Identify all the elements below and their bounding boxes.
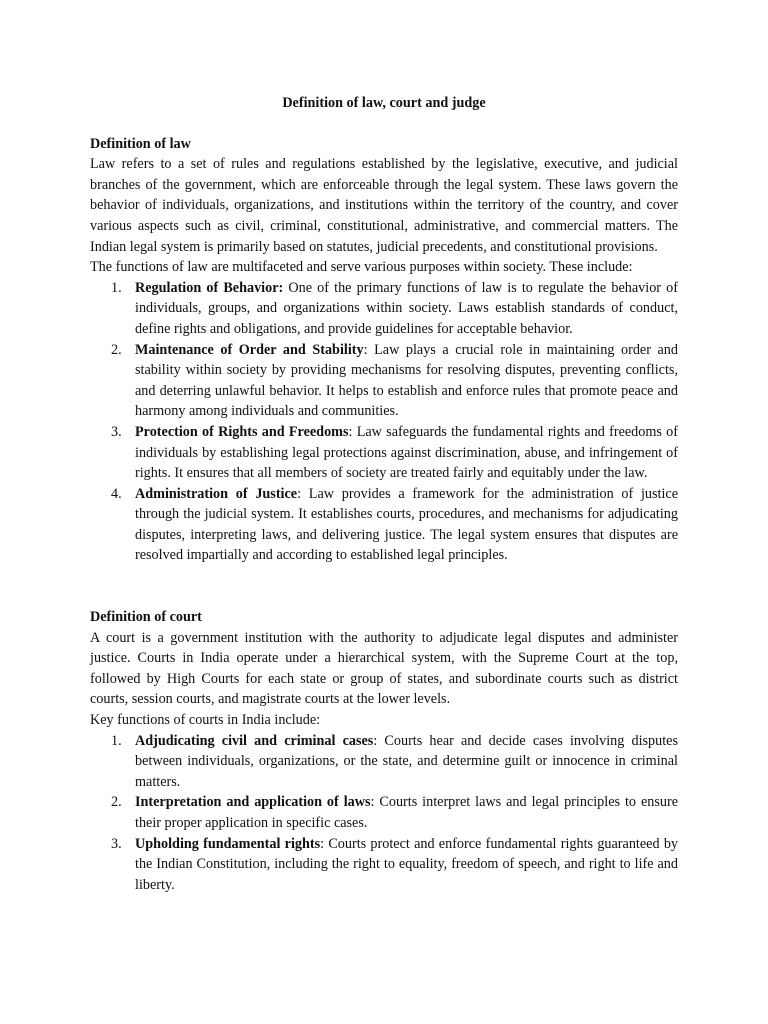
- court-section-heading: Definition of court: [90, 609, 202, 626]
- court-intro-paragraph: A court is a government institution with the authority to adjudicate legal disputes and administer justice. Courts in India operate under a hierarchical system, with the Supreme Court at the top, followed by High Courts for each state or group of states, and subordinate courts such as district courts, session courts, and magistrate courts at the lower levels.: [90, 629, 678, 708]
- list-item-text: : Courts interpret laws and legal principles to ensure their proper application in specific cases.: [135, 794, 678, 831]
- list-item-text: : Law provides a framework for the administration of justice through the judicial system. It establishes courts, procedures, and mechanisms for adjudicating disputes, interpreting laws, and delivering justice. The legal system ensures that disputes are resolved impartially and according to established legal principles.: [135, 485, 678, 564]
- document-page: [90, 93, 678, 895]
- list-item-term: Interpretation and application of laws: [135, 794, 371, 811]
- law-functions-list: [90, 278, 678, 566]
- list-item-term: Protection of Rights and Freedoms: [135, 423, 349, 440]
- list-item-term: Upholding fundamental rights: [135, 835, 321, 852]
- list-item: [111, 484, 678, 566]
- list-item-number: 2.: [111, 341, 122, 358]
- list-item: [111, 278, 678, 340]
- court-functions-list: [90, 731, 678, 896]
- list-item-term: Administration of Justice: [135, 485, 298, 502]
- list-item-number: 1.: [111, 279, 122, 296]
- list-item-term: Adjudicating civil and criminal cases: [135, 732, 374, 749]
- section-spacer: [90, 566, 678, 607]
- list-item-number: 3.: [111, 423, 122, 440]
- list-item-text: : Courts hear and decide cases involving disputes between individuals, organizations, or the state, and determine guilt or innocence in criminal matters.: [135, 732, 678, 790]
- list-item-text: One of the primary functions of law is to regulate the behavior of individuals, groups, and organizations within society. Laws establish standards of conduct, define rights and obligations, and provide guidelines for acceptable behavior.: [135, 279, 678, 337]
- list-item-text: : Courts protect and enforce fundamental rights guaranteed by the Indian Constitution, including the right to equality, freedom of speech, and right to life and liberty.: [135, 835, 679, 893]
- list-item: [111, 731, 678, 793]
- list-item: [111, 340, 678, 422]
- document-title: Definition of law, court and judge: [282, 95, 486, 111]
- list-item-number: 4.: [111, 485, 122, 502]
- list-item: [111, 834, 679, 896]
- list-item-term: Maintenance of Order and Stability: [135, 341, 364, 358]
- list-item: [111, 422, 678, 484]
- list-item: [111, 792, 678, 833]
- list-item-number: 2.: [111, 794, 122, 811]
- law-intro-paragraph: Law refers to a set of rules and regulations established by the legislative, executive, and judicial branches of the government, which are enforceable through the legal system. These laws govern the behavior of individuals, organizations, and institutions within the territory of the country, and cover various aspects such as civil, criminal, constitutional, administrative, and commercial matters. The Indian legal system is primarily based on statutes, judicial precedents, and constitutional provisions.: [90, 156, 678, 255]
- list-item-text: : Law plays a crucial role in maintaining order and stability within society by providing mechanisms for resolving disputes, preventing conflicts, and deterring unlawful behavior. It helps to establish and enforce rules that promote peace and harmony among individuals and communities.: [135, 341, 678, 420]
- court-list-intro: Key functions of courts in India include:: [90, 712, 321, 729]
- list-item-number: 3.: [111, 835, 122, 852]
- list-item-term: Regulation of Behavior:: [135, 279, 284, 296]
- list-item-number: 1.: [111, 732, 122, 749]
- list-item-text: : Law safeguards the fundamental rights and freedoms of individuals by establishing legal protections against discrimination, abuse, and infringement of rights. It ensures that all members of society are treated fairly and equitably under the law.: [135, 423, 678, 482]
- law-section-heading: Definition of law: [90, 135, 191, 152]
- law-list-intro: The functions of law are multifaceted and serve various purposes within society. These include:: [90, 259, 633, 276]
